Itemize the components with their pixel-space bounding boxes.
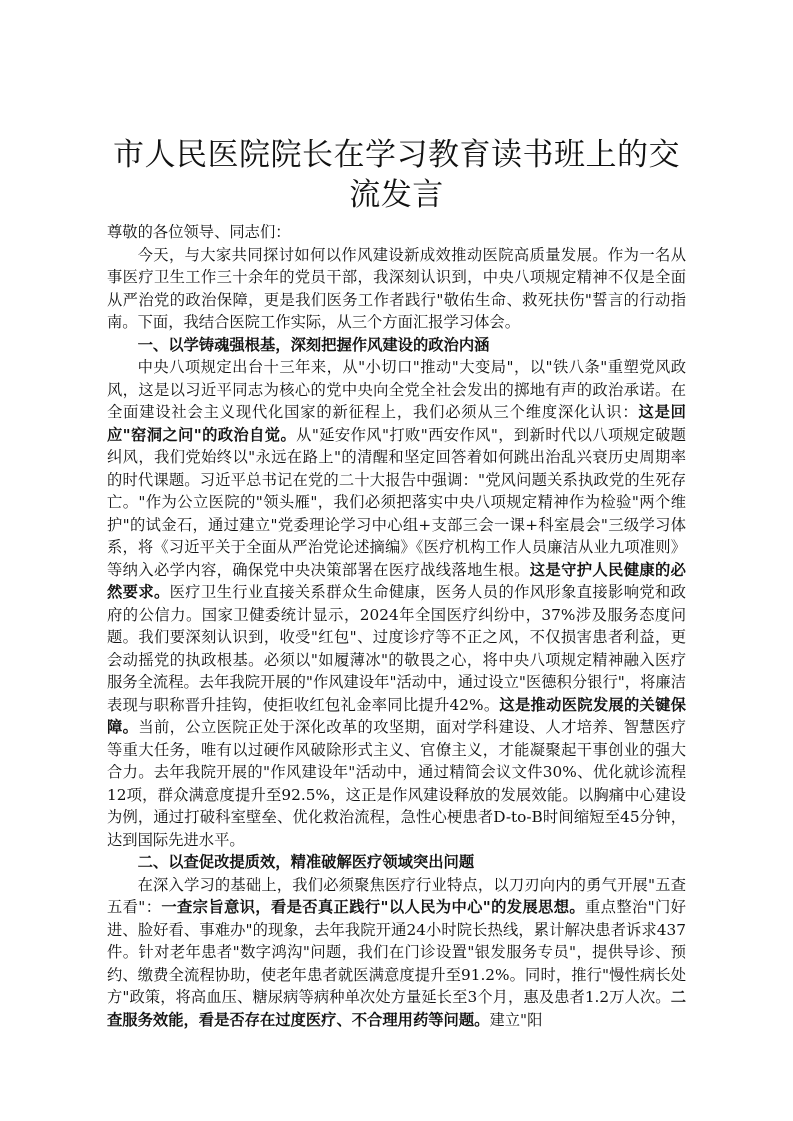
section2-text-d: 建立"阳: [489, 1010, 543, 1029]
intro-paragraph: 今天，与大家共同探讨如何以作风建设新成效推动医院高质量发展。作为一名从事医疗卫生工作三十余年的党员干部，我深刻认识到，中央八项规定精神不仅是全面从严治党的政治保障，更是我们医务工作者践行"敬佑生命、救死扶伤"誓言的行动指南。下面，我结合医院工作实际，从三个方面汇报学习体会。: [107, 245, 686, 331]
section2-text-a: 在深入学习的基础上，我们必须聚焦医疗行业特点，以刀刃向内的勇气开展"五查五看"：: [107, 875, 686, 916]
section2-bold-2: 二查服务效能，看是否存在过度医疗、不合理用药等问题。: [107, 988, 686, 1029]
section1-text-a: 中央八项规定出台十三年来，从"小切口"推动"大变局"，以"铁八条"重塑党风政风，这是以习近平同志为核心的党中央向全党全社会发出的掷地有声的政治承诺。在全面建设社会主义现代化国家的新征程上，我们必须从三个维度深化认识：: [107, 358, 686, 421]
section1-text-e: 当前，公立医院正处于深化改革的攻坚期，面对学科建设、人才培养、智慧医疗等重大任务，唯有以过硬作风破除形式主义、官僚主义，才能凝聚起干事创业的强大合力。去年我院开展的"作风建设年"活动中，通过精简会议文件30%、优化就诊流程12项，群众满意度提升至92.5%，这正是作风建设释放的发展效能。以胸痛中心建设为例，通过打破科室壁垒、优化救治流程，急性心梗患者D-to-B时间缩短至45分钟，达到国际先进水平。: [107, 718, 686, 849]
section1-text-d: 医疗卫生行业直接关系群众生命健康，医务人员的作风形象直接影响党和政府的公信力。国家卫健委统计显示，2024年全国医疗纠纷中，37%涉及服务态度问题。我们要深刻认识到，收受"红包"、过度诊疗等不正之风，不仅损害患者利益，更会动摇党的执政根基。必须以"如履薄冰"的敬畏之心，将中央八项规定精神融入医疗服务全流程。去年我院开展的"作风建设年"活动中，通过设立"医德积分银行"，将廉洁表现与职称晋升挂钩，使拒收红包礼金率同比提升42%。: [107, 583, 686, 714]
section2-text-c: 重点整治"门好进、脸好看、事难办"的现象，去年我院开通24小时院长热线，累计解决患者诉求437件。针对老年患者"数字鸿沟"问题，我们在门诊设置"银发服务专员"，提供导诊、预约、缴费全流程协助，使老年患者就医满意度提升至91.2%。同时，推行"慢性病长处方"政策，将高血压、糖尿病等病种单次处方量延长至3个月，惠及患者1.2万人次。: [107, 898, 686, 1006]
section2-bold-1: 一查宗旨意识，看是否真正践行"以人民为中心"的发展思想。: [161, 898, 586, 916]
section1-bold-3: 这是推动医院发展的关键保障。: [107, 695, 686, 736]
document-page: [107, 135, 686, 1031]
section-heading-1: 一、以学铸魂强根基，深刻把握作风建设的政治内涵: [137, 335, 490, 354]
section-heading-2: 二、以查促改提质效，精准破解医疗领域突出问题: [137, 853, 475, 871]
salutation: 尊敬的各位领导、同志们：: [107, 223, 291, 241]
section1-paragraph: [107, 356, 686, 851]
section1-bold-1: 这是回应"窑洞之问"的政治自觉。: [107, 403, 686, 444]
section2-paragraph: [107, 874, 686, 1032]
section1-bold-2: 这是守护人民健康的必然要求。: [107, 560, 686, 601]
document-title: 市人民医院院长在学习教育读书班上的交流发言: [113, 137, 680, 213]
section1-text-c: 从"延安作风"打败"西安作风"，到新时代以八项规定破题纠风，我们党始终以"永远在路上"的清醒和坚定回答着如何跳出治乱兴衰历史周期率的时代课题。习近平总书记在党的二十大报告中强调："党风问题关系执政党的生死存亡。"作为公立医院的"领头雁"，我们必须把落实中央八项规定精神作为检验"两个维护"的试金石，通过建立"党委理论学习中心组+支部三会一课+科室晨会"三级学习体系，将《习近平关于全面从严治党论述摘编》《医疗机构工作人员廉洁从业九项准则》等纳入必学内容，确保党中央决策部署在医疗战线落地生根。: [107, 425, 686, 579]
